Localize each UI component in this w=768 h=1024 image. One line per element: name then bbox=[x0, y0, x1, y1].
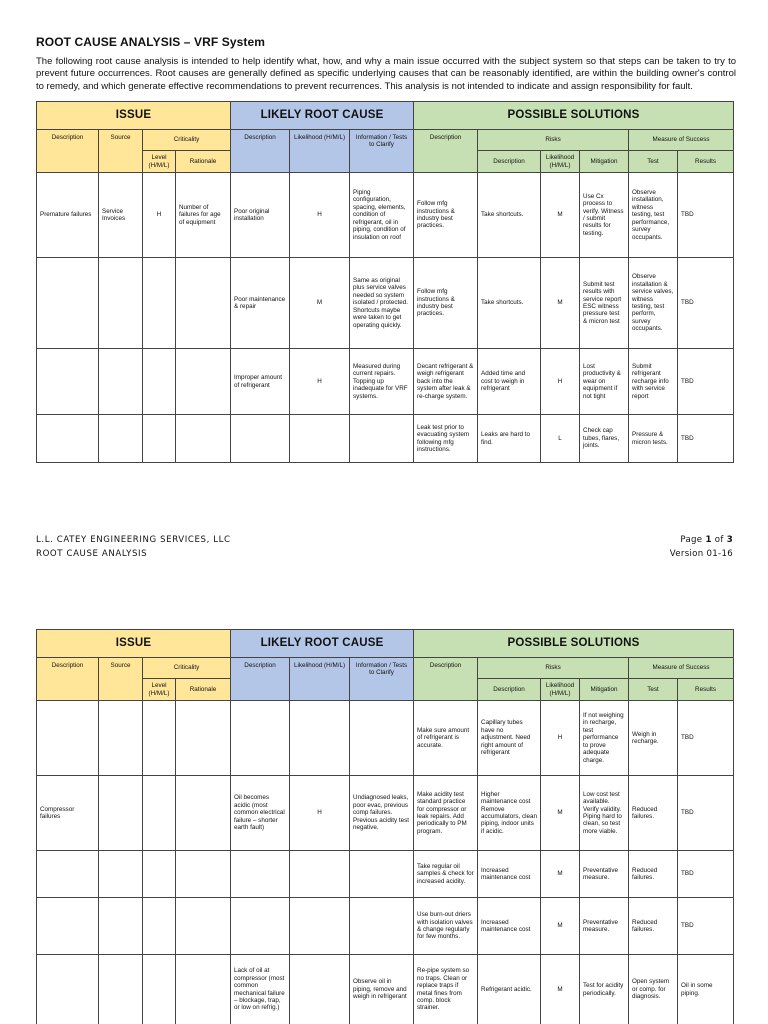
rationale-cell bbox=[176, 776, 231, 851]
mitigation-cell: Low cost test available. Verify validity. Piping hard to clean, so test more viable. bbox=[580, 776, 629, 851]
rca-table-2 bbox=[36, 629, 734, 1024]
table-row bbox=[37, 701, 734, 776]
mitigation-cell: Submit test results with service report ESC witness pressure test & micron test bbox=[580, 258, 629, 349]
solution-description-cell: Leak test prior to evacuating system following mfg instructions. bbox=[414, 415, 478, 463]
cause-likelihood-cell: M bbox=[290, 258, 350, 349]
information-cell bbox=[350, 701, 414, 776]
header-solution-description: Description bbox=[414, 658, 478, 701]
results-cell: TBD bbox=[678, 173, 734, 258]
source-cell bbox=[99, 701, 143, 776]
cause-description-cell bbox=[231, 898, 290, 955]
cause-description-cell bbox=[231, 701, 290, 776]
rca-table-1 bbox=[36, 101, 734, 463]
header-risks: Risks bbox=[478, 130, 629, 151]
header-issue-description: Description bbox=[37, 130, 99, 173]
cause-likelihood-cell bbox=[290, 701, 350, 776]
information-cell: Piping configuration, spacing, elements, condition of refrigerant, oil in piping, condition of insulation on roof bbox=[350, 173, 414, 258]
solution-description-cell: Follow mfg instructions & industry best practices. bbox=[414, 173, 478, 258]
results-cell: TBD bbox=[678, 349, 734, 415]
cause-likelihood-cell: H bbox=[290, 173, 350, 258]
cause-description-cell: Poor original installation bbox=[231, 173, 290, 258]
cause-likelihood-cell bbox=[290, 851, 350, 898]
risk-description-cell: Refrigerant acidic. bbox=[478, 955, 541, 1024]
mitigation-cell: If not weighing in recharge, test performance to prove adequate charge. bbox=[580, 701, 629, 776]
test-cell: Reduced failures. bbox=[629, 851, 678, 898]
information-cell: Observe oil in piping, remove and weigh in refrigerant bbox=[350, 955, 414, 1024]
header-test: Test bbox=[629, 679, 678, 701]
header-mitigation: Mitigation bbox=[580, 679, 629, 701]
issue-description-cell: Compressor failures bbox=[37, 776, 99, 851]
source-cell bbox=[99, 851, 143, 898]
criticality-level-cell bbox=[143, 415, 176, 463]
rationale-cell bbox=[176, 349, 231, 415]
source-cell: Service Invoices bbox=[99, 173, 143, 258]
source-cell bbox=[99, 258, 143, 349]
rationale-cell bbox=[176, 701, 231, 776]
table-2-body bbox=[37, 701, 734, 1024]
header-results: Results bbox=[678, 151, 734, 173]
header-risk-description: Description bbox=[478, 151, 541, 173]
cause-likelihood-cell bbox=[290, 898, 350, 955]
risk-likelihood-cell: M bbox=[541, 955, 580, 1024]
information-cell bbox=[350, 415, 414, 463]
issue-description-cell: Premature failures bbox=[37, 173, 99, 258]
test-cell: Submit refrigerant recharge info with service report bbox=[629, 349, 678, 415]
risk-likelihood-cell: M bbox=[541, 898, 580, 955]
header-criticality: Criticality bbox=[143, 658, 231, 679]
risk-description-cell: Take shortcuts. bbox=[478, 173, 541, 258]
table-row bbox=[37, 776, 734, 851]
information-cell bbox=[350, 851, 414, 898]
risk-description-cell: Increased maintenance cost bbox=[478, 851, 541, 898]
risk-description-cell: Take shortcuts. bbox=[478, 258, 541, 349]
criticality-level-cell bbox=[143, 776, 176, 851]
mitigation-cell: Test for acidity periodically. bbox=[580, 955, 629, 1024]
risk-likelihood-cell: H bbox=[541, 349, 580, 415]
table-1-body bbox=[37, 173, 734, 463]
header-information: Information / Tests to Clarify bbox=[350, 130, 414, 173]
footer-right bbox=[670, 533, 733, 561]
rationale-cell: Number of failures for age of equipment bbox=[176, 173, 231, 258]
mitigation-cell: Check cap tubes, flares, joints. bbox=[580, 415, 629, 463]
header-risk-likelihood: Likelihood (H/M/L) bbox=[541, 679, 580, 701]
results-cell: TBD bbox=[678, 776, 734, 851]
header-issue-description: Description bbox=[37, 658, 99, 701]
issue-description-cell bbox=[37, 955, 99, 1024]
issue-description-cell bbox=[37, 258, 99, 349]
mitigation-cell: Lost productivity & wear on equipment if not tight bbox=[580, 349, 629, 415]
criticality-level-cell bbox=[143, 349, 176, 415]
test-cell: Pressure & micron tests. bbox=[629, 415, 678, 463]
test-cell: Reduced failures. bbox=[629, 776, 678, 851]
header-likelihood: Likelihood (H/M/L) bbox=[290, 130, 350, 173]
header-measure-of-success: Measure of Success bbox=[629, 130, 734, 151]
cause-likelihood-cell: H bbox=[290, 776, 350, 851]
cause-likelihood-cell bbox=[290, 955, 350, 1024]
cause-description-cell: Poor maintenance & repair bbox=[231, 258, 290, 349]
footer-company: L.L. CATEY ENGINEERING SERVICES, LLC bbox=[36, 535, 231, 545]
risk-likelihood-cell: M bbox=[541, 851, 580, 898]
solution-description-cell: Decant refrigerant & weigh refrigerant back into the system after leak & re-charge system. bbox=[414, 349, 478, 415]
mitigation-cell: Preventative measure. bbox=[580, 898, 629, 955]
risk-description-cell: Capillary tubes have no adjustment. Need right amount of refrigerant bbox=[478, 701, 541, 776]
table-row bbox=[37, 898, 734, 955]
header-results: Results bbox=[678, 679, 734, 701]
header-cause-description: Description bbox=[231, 658, 290, 701]
rationale-cell bbox=[176, 851, 231, 898]
results-cell: TBD bbox=[678, 898, 734, 955]
cause-likelihood-cell: H bbox=[290, 349, 350, 415]
header-test: Test bbox=[629, 151, 678, 173]
results-cell: TBD bbox=[678, 701, 734, 776]
information-cell bbox=[350, 898, 414, 955]
risk-likelihood-cell: M bbox=[541, 776, 580, 851]
issue-description-cell bbox=[37, 851, 99, 898]
criticality-level-cell: H bbox=[143, 173, 176, 258]
criticality-level-cell bbox=[143, 258, 176, 349]
criticality-level-cell bbox=[143, 701, 176, 776]
source-cell bbox=[99, 955, 143, 1024]
header-issue: ISSUE bbox=[37, 102, 231, 130]
source-cell bbox=[99, 415, 143, 463]
test-cell: Open system or comp. for diagnosis. bbox=[629, 955, 678, 1024]
mitigation-cell: Preventative measure. bbox=[580, 851, 629, 898]
information-cell: Undiagnosed leaks, poor evac, previous comp failures. Previous acidity test negative. bbox=[350, 776, 414, 851]
table-row bbox=[37, 955, 734, 1024]
header-solution-description: Description bbox=[414, 130, 478, 173]
header-mitigation: Mitigation bbox=[580, 151, 629, 173]
header-risk-description: Description bbox=[478, 679, 541, 701]
information-cell: Same as original plus service valves needed so system isolated / protected. Shortcuts maybe were taken to get operating quickly. bbox=[350, 258, 414, 349]
issue-description-cell bbox=[37, 415, 99, 463]
solution-description-cell: Make sure amount of refrigerant is accurate. bbox=[414, 701, 478, 776]
header-rationale: Rationale bbox=[176, 151, 231, 173]
table-row bbox=[37, 851, 734, 898]
risk-description-cell: Higher maintenance cost Remove accumulators, clean piping, indoor units if acidic. bbox=[478, 776, 541, 851]
table-row bbox=[37, 258, 734, 349]
header-measure-of-success: Measure of Success bbox=[629, 658, 734, 679]
solution-description-cell: Make acidity test standard practice for compressor or leak repairs. Add periodically to PM program. bbox=[414, 776, 478, 851]
cause-description-cell: Lack of oil at compressor (most common mechanical failure – blockage, trap, or low on refrig.) bbox=[231, 955, 290, 1024]
results-cell: Oil in some piping. bbox=[678, 955, 734, 1024]
cause-description-cell bbox=[231, 851, 290, 898]
header-likely-root-cause: LIKELY ROOT CAUSE bbox=[231, 630, 414, 658]
criticality-level-cell bbox=[143, 955, 176, 1024]
footer-page-number: Page 1 of 3 bbox=[680, 535, 733, 545]
header-rationale: Rationale bbox=[176, 679, 231, 701]
cause-description-cell bbox=[231, 415, 290, 463]
header-risks: Risks bbox=[478, 658, 629, 679]
table-row bbox=[37, 173, 734, 258]
header-level: Level (H/M/L) bbox=[143, 151, 176, 173]
results-cell: TBD bbox=[678, 258, 734, 349]
issue-description-cell bbox=[37, 898, 99, 955]
rationale-cell bbox=[176, 955, 231, 1024]
footer-version: Version 01-16 bbox=[669, 549, 733, 559]
risk-description-cell: Added time and cost to weigh in refrigerant bbox=[478, 349, 541, 415]
test-cell: Observe installation & service valves, witness testing, test perform, survey occupants. bbox=[629, 258, 678, 349]
source-cell bbox=[99, 898, 143, 955]
header-possible-solutions: POSSIBLE SOLUTIONS bbox=[414, 102, 734, 130]
header-cause-description: Description bbox=[231, 130, 290, 173]
rationale-cell bbox=[176, 898, 231, 955]
header-issue: ISSUE bbox=[37, 630, 231, 658]
solution-description-cell: Follow mfg instructions & industry best practices. bbox=[414, 258, 478, 349]
table-row bbox=[37, 349, 734, 415]
mitigation-cell: Use Cx process to verify. Witness / submit results for testing. bbox=[580, 173, 629, 258]
criticality-level-cell bbox=[143, 851, 176, 898]
issue-description-cell bbox=[37, 701, 99, 776]
cause-likelihood-cell bbox=[290, 415, 350, 463]
rationale-cell bbox=[176, 258, 231, 349]
header-risk-likelihood: Likelihood (H/M/L) bbox=[541, 151, 580, 173]
header-information: Information / Tests to Clarify bbox=[350, 658, 414, 701]
risk-description-cell: Leaks are hard to find. bbox=[478, 415, 541, 463]
source-cell bbox=[99, 349, 143, 415]
risk-likelihood-cell: M bbox=[541, 258, 580, 349]
cause-description-cell: Oil becomes acidic (most common electrical failure – shorter earth fault) bbox=[231, 776, 290, 851]
test-cell: Weigh in recharge. bbox=[629, 701, 678, 776]
footer-doc-title: ROOT CAUSE ANALYSIS bbox=[36, 549, 148, 559]
results-cell: TBD bbox=[678, 415, 734, 463]
risk-description-cell: Increased maintenance cost bbox=[478, 898, 541, 955]
risk-likelihood-cell: M bbox=[541, 173, 580, 258]
test-cell: Observe installation, witness testing, test performance, survey occupants. bbox=[629, 173, 678, 258]
cause-description-cell: Improper amount of refrigerant bbox=[231, 349, 290, 415]
issue-description-cell bbox=[37, 349, 99, 415]
header-likely-root-cause: LIKELY ROOT CAUSE bbox=[231, 102, 414, 130]
solution-description-cell: Re-pipe system so no traps. Clean or replace traps if metal fines from comp. block strainer. bbox=[414, 955, 478, 1024]
risk-likelihood-cell: H bbox=[541, 701, 580, 776]
risk-likelihood-cell: L bbox=[541, 415, 580, 463]
header-possible-solutions: POSSIBLE SOLUTIONS bbox=[414, 630, 734, 658]
intro-paragraph: The following root cause analysis is intended to help identify what, how, and why a main issue occurred with the subject system so that steps can be taken to try to prevent future occurrences. Root causes are generally defined as specific underlying causes that can be reasonably identified, are within the building owner's control to remedy, and which generate effective recommendations to prevent recurrences. This analysis is not intended to indicate and assign responsibility for fault. bbox=[36, 56, 736, 92]
header-likelihood: Likelihood (H/M/L) bbox=[290, 658, 350, 701]
header-source: Source bbox=[99, 130, 143, 173]
source-cell bbox=[99, 776, 143, 851]
information-cell: Measured during current repairs. Topping up inadequate for VRF systems. bbox=[350, 349, 414, 415]
page-title: ROOT CAUSE ANALYSIS – VRF System bbox=[36, 35, 266, 49]
footer-left bbox=[36, 533, 231, 561]
criticality-level-cell bbox=[143, 898, 176, 955]
table-row bbox=[37, 415, 734, 463]
header-criticality: Criticality bbox=[143, 130, 231, 151]
solution-description-cell: Take regular oil samples & check for increased acidity. bbox=[414, 851, 478, 898]
header-source: Source bbox=[99, 658, 143, 701]
test-cell: Reduced failures. bbox=[629, 898, 678, 955]
solution-description-cell: Use burn-out driers with isolation valves & change regularly for few months. bbox=[414, 898, 478, 955]
rationale-cell bbox=[176, 415, 231, 463]
results-cell: TBD bbox=[678, 851, 734, 898]
header-level: Level (H/M/L) bbox=[143, 679, 176, 701]
